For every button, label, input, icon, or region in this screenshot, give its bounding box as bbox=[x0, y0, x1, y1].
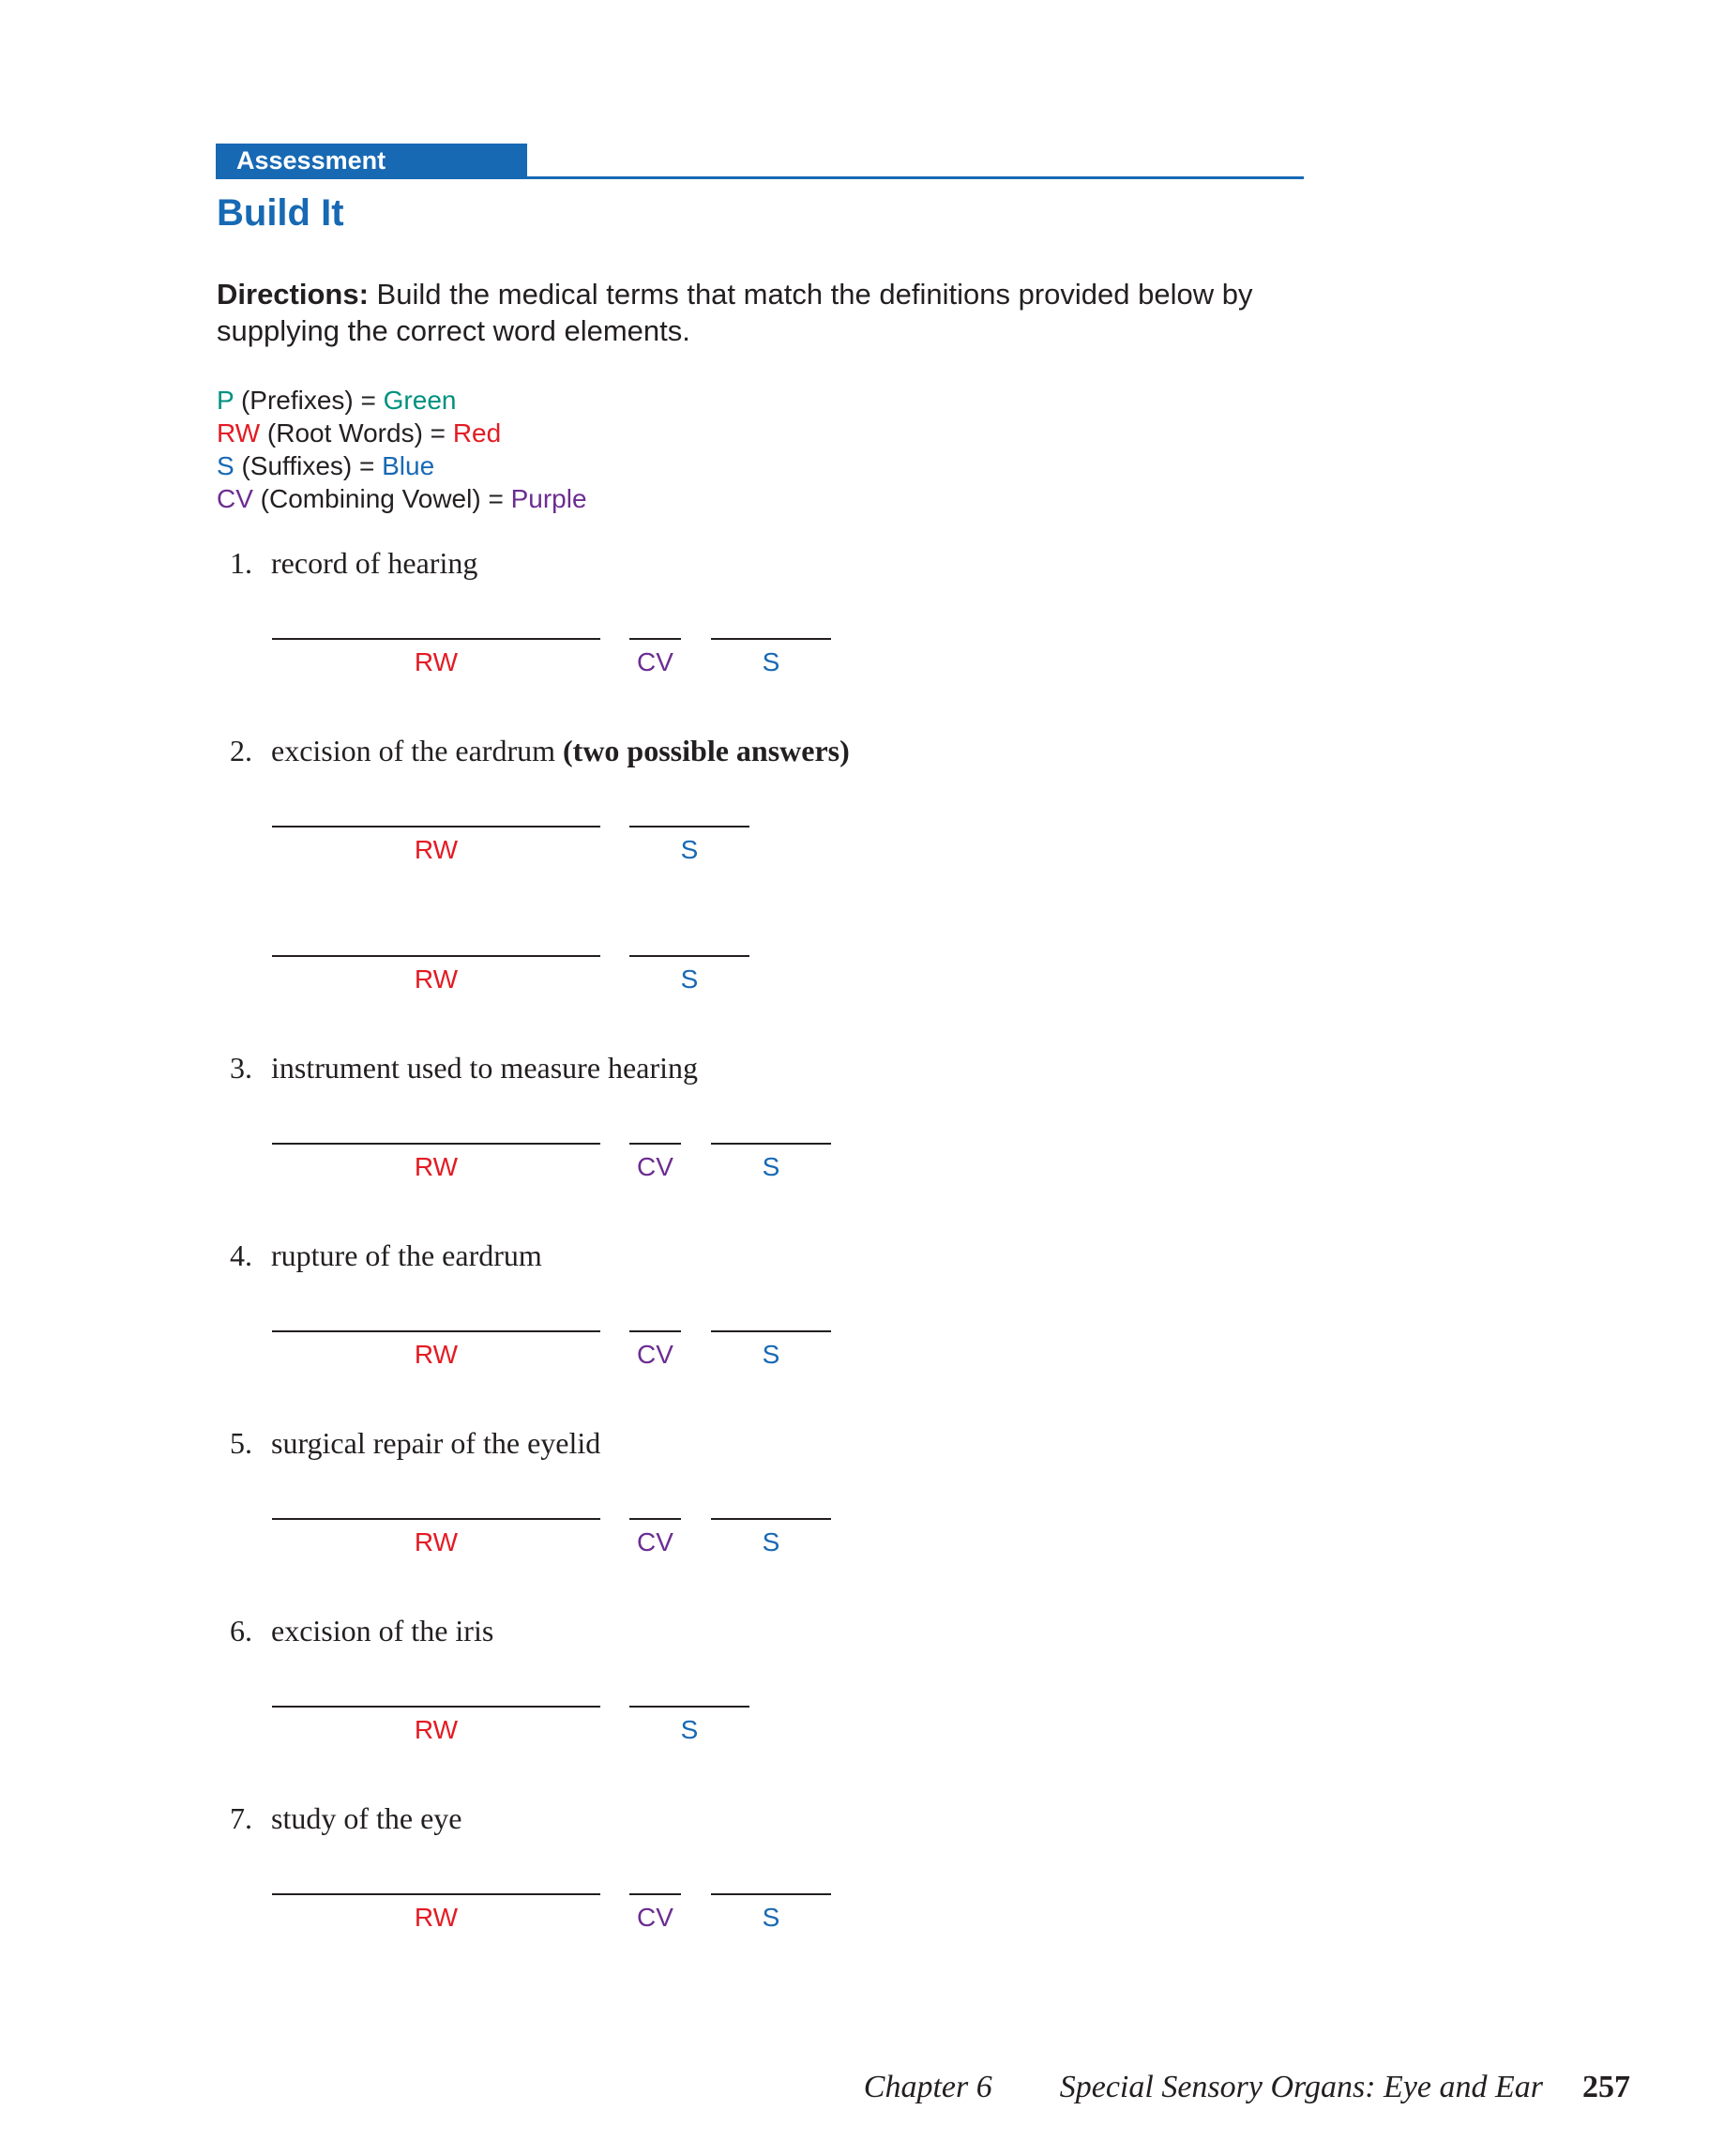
blank-label-cv: CV bbox=[637, 1152, 673, 1181]
blank-label-s: S bbox=[762, 1903, 780, 1932]
answer-blank-s[interactable] bbox=[711, 1143, 831, 1145]
answer-blank-s[interactable] bbox=[711, 1518, 831, 1520]
answer-blank-cv[interactable] bbox=[629, 1893, 681, 1895]
page-number: 257 bbox=[1582, 2070, 1630, 2104]
footer-topic: Special Sensory Organs: Eye and Ear bbox=[1059, 2070, 1543, 2104]
question-number: 3. bbox=[230, 1051, 252, 1085]
blank-label-rw: RW bbox=[414, 835, 459, 864]
question-number: 2. bbox=[230, 734, 252, 767]
answer-blank-cv[interactable] bbox=[629, 1518, 681, 1520]
question-number: 6. bbox=[230, 1614, 252, 1647]
blank-label-s: S bbox=[762, 1152, 780, 1181]
blank-label-cv: CV bbox=[637, 1340, 673, 1369]
answer-blank-rw[interactable] bbox=[272, 1706, 600, 1708]
legend-abbr: S bbox=[217, 451, 234, 480]
question-7 bbox=[230, 1801, 462, 1836]
legend-item-prefixes bbox=[217, 384, 587, 417]
question-5 bbox=[230, 1426, 600, 1461]
question-1 bbox=[230, 546, 477, 581]
question-text: instrument used to measure hearing bbox=[271, 1051, 698, 1085]
question-2 bbox=[230, 734, 850, 768]
legend-color: Purple bbox=[510, 484, 587, 513]
answer-blank-s[interactable] bbox=[629, 826, 749, 827]
answer-blank-cv[interactable] bbox=[629, 638, 681, 640]
legend-abbr: CV bbox=[217, 484, 253, 513]
question-6 bbox=[230, 1614, 493, 1648]
blank-label-cv: CV bbox=[637, 1527, 673, 1556]
blank-label-rw: RW bbox=[414, 1152, 459, 1181]
blank-label-s: S bbox=[680, 964, 699, 994]
header-rule bbox=[216, 176, 1304, 179]
color-legend bbox=[217, 384, 587, 515]
blank-label-rw: RW bbox=[414, 647, 459, 676]
legend-item-combining-vowel bbox=[217, 482, 587, 515]
question-note: (two possible answers) bbox=[563, 734, 850, 767]
answer-blank-s[interactable] bbox=[629, 1706, 749, 1708]
answer-blank-rw[interactable] bbox=[272, 1893, 600, 1895]
question-4 bbox=[230, 1238, 542, 1273]
question-3 bbox=[230, 1051, 698, 1086]
directions-text: Build the medical terms that match the definitions provided below by supplying the correct word elements. bbox=[217, 278, 1253, 347]
directions-lead: Directions: bbox=[217, 278, 369, 311]
page-title: Build It bbox=[217, 192, 344, 234]
question-number: 7. bbox=[230, 1801, 252, 1835]
legend-abbr: RW bbox=[217, 418, 261, 448]
answer-blank-rw[interactable] bbox=[272, 955, 600, 957]
blank-label-cv: CV bbox=[637, 1903, 673, 1932]
blank-label-rw: RW bbox=[414, 1903, 459, 1932]
page-footer bbox=[864, 2070, 1630, 2105]
answer-blank-cv[interactable] bbox=[629, 1143, 681, 1145]
blank-label-rw: RW bbox=[414, 964, 459, 994]
blank-label-cv: CV bbox=[637, 647, 673, 676]
answer-blank-rw[interactable] bbox=[272, 1143, 600, 1145]
question-text: rupture of the eardrum bbox=[271, 1238, 542, 1272]
answer-blank-s[interactable] bbox=[711, 638, 831, 640]
legend-name: (Combining Vowel) = bbox=[252, 484, 511, 513]
question-text: record of hearing bbox=[271, 546, 478, 580]
question-number: 1. bbox=[230, 546, 252, 580]
blank-label-s: S bbox=[762, 1340, 780, 1369]
blank-label-s: S bbox=[680, 1715, 699, 1744]
footer-chapter: Chapter 6 bbox=[863, 2070, 992, 2104]
section-label: Assessment bbox=[216, 144, 527, 178]
answer-blank-rw[interactable] bbox=[272, 638, 600, 640]
blank-label-s: S bbox=[680, 835, 699, 864]
answer-blank-s[interactable] bbox=[711, 1893, 831, 1895]
question-text: excision of the iris bbox=[271, 1614, 494, 1647]
legend-color: Blue bbox=[382, 451, 435, 480]
blank-label-rw: RW bbox=[414, 1527, 459, 1556]
question-text: study of the eye bbox=[271, 1801, 462, 1835]
legend-color: Red bbox=[452, 418, 502, 448]
answer-blank-rw[interactable] bbox=[272, 1330, 600, 1332]
answer-blank-rw[interactable] bbox=[272, 826, 600, 827]
legend-name: (Prefixes) = bbox=[234, 386, 384, 415]
question-number: 4. bbox=[230, 1238, 252, 1272]
blank-label-rw: RW bbox=[414, 1340, 459, 1369]
question-text: surgical repair of the eyelid bbox=[271, 1426, 601, 1460]
legend-item-root-words bbox=[217, 417, 587, 449]
blank-label-rw: RW bbox=[414, 1715, 459, 1744]
answer-blank-s[interactable] bbox=[711, 1330, 831, 1332]
legend-item-suffixes bbox=[217, 449, 587, 482]
answer-blank-s[interactable] bbox=[629, 955, 749, 957]
legend-name: (Root Words) = bbox=[260, 418, 453, 448]
legend-abbr: P bbox=[217, 386, 234, 415]
question-number: 5. bbox=[230, 1426, 252, 1460]
directions bbox=[217, 276, 1323, 349]
question-text: excision of the eardrum bbox=[271, 734, 563, 767]
legend-name: (Suffixes) = bbox=[234, 451, 383, 480]
legend-color: Green bbox=[383, 386, 457, 415]
answer-blank-rw[interactable] bbox=[272, 1518, 600, 1520]
answer-blank-cv[interactable] bbox=[629, 1330, 681, 1332]
blank-label-s: S bbox=[762, 1527, 780, 1556]
blank-label-s: S bbox=[762, 647, 780, 676]
